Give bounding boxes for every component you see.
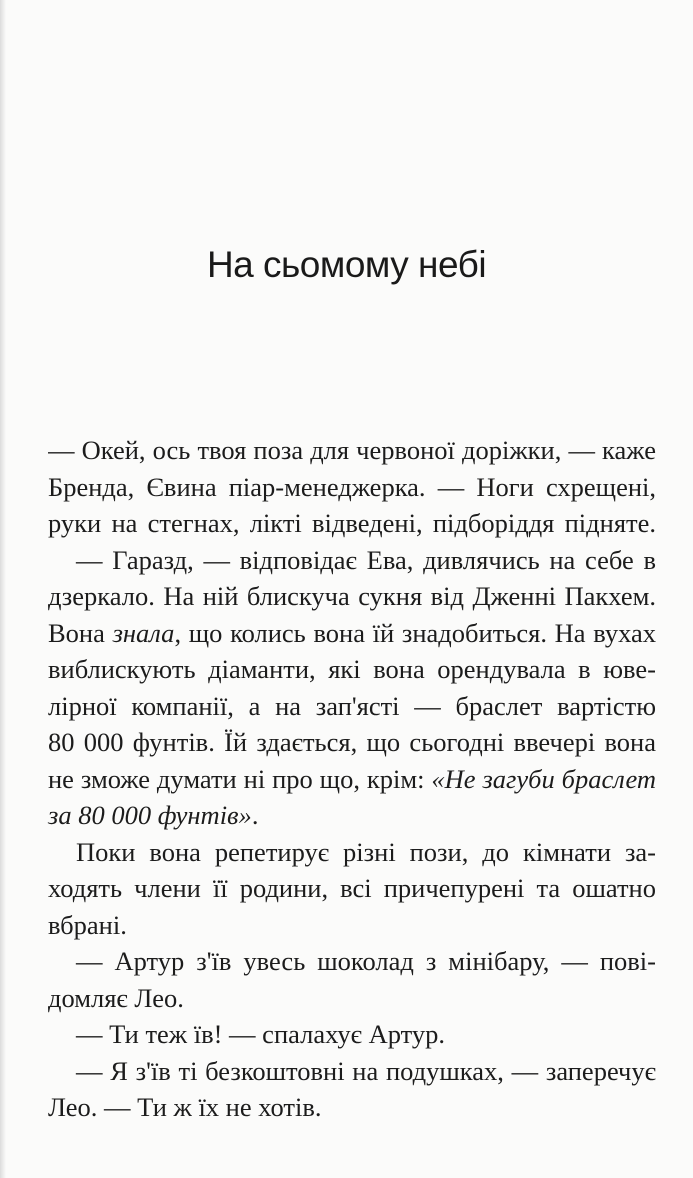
text-line [48,907,656,944]
text-line [48,943,656,980]
line-text: — Артур з'їв увесь шоколад з мінібару, — пові- [76,946,656,976]
page-edge-shadow [0,0,6,1178]
text-line [48,578,656,615]
text-line [48,469,656,506]
text-line [48,542,656,579]
italic-text: за 80 000 фунтів» [48,800,252,830]
line-text: Бренда, Євина піар-менеджерка. — Ноги схрещені, [48,471,656,502]
line-text: — Окей, ось твоя поза для червоної доріжки, — каже [48,435,656,465]
line-text: лірної компанії, а на зап'ясті — браслет вартістю [48,690,656,721]
line-text: домляє Лео. [48,982,184,1013]
text-line [48,615,656,652]
text-line [48,797,656,834]
text-line [48,651,656,688]
line-text: не зможе думати ні про що, крім: [48,763,432,794]
text-line [48,870,656,907]
text-line [48,1053,656,1090]
line-text: — Ти теж їв! — спалахує Артур. [76,1019,445,1049]
line-text: — Гаразд, — відповідає Ева, дивлячись на себе в [76,544,656,575]
line-text: руки на стегнах, лікті відведені, підборіддя підняте. [48,508,656,538]
page-body-text [48,432,656,1126]
line-text: Вона [48,617,113,648]
text-line [48,1089,656,1126]
text-line [48,688,656,725]
line-text: виблискують діаманти, які вона орендувала в юве- [48,654,656,684]
chapter-title: На сьомому небі [206,244,487,285]
text-line [48,1016,656,1053]
line-text: ходять члени її родини, всі причепурені та ошатно [48,873,656,903]
text-line [48,505,656,542]
text-line [48,761,656,798]
line-text: 80 000 фунтів. Їй здається, що сьогодні ввечері вона [48,727,656,757]
text-line [48,432,656,469]
line-text: дзеркало. На ній блискуча сукня від Дженні Пакхем. [48,581,656,611]
text-line [48,834,656,871]
line-text: . [251,800,259,830]
line-text: — Я з'їв ті безкоштовні на подушках, — заперечує [76,1055,656,1086]
line-text: вбрані. [48,909,127,940]
line-text: Лео. — Ти ж їх не хотів. [48,1092,322,1122]
italic-text: «Не загуби браслет [431,763,656,794]
text-line [48,980,656,1017]
italic-text: знала [112,617,175,648]
line-text: Поки вона репетирує різні пози, до кімнати за- [76,836,656,867]
text-line [48,724,656,761]
line-text: , що колись вона їй знадобиться. На вухах [174,617,656,648]
